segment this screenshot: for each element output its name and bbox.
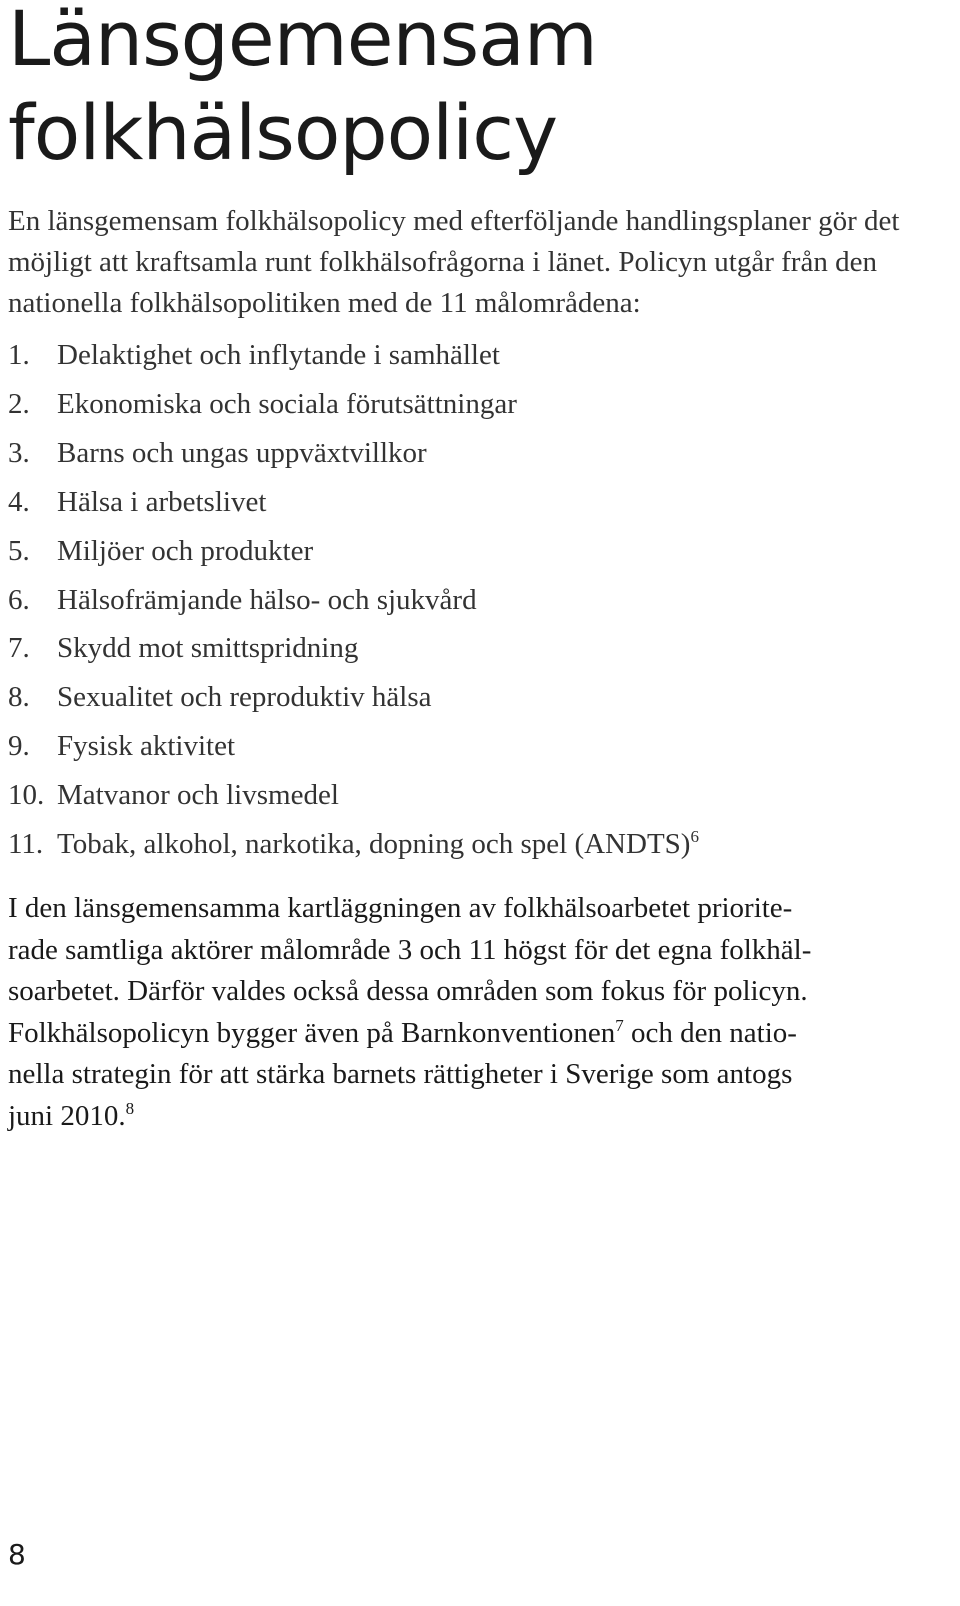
body-line bbox=[8, 1013, 953, 1055]
list-item bbox=[8, 478, 699, 527]
list-item-number: 3. bbox=[8, 436, 30, 469]
body-line-text: och den natio- bbox=[623, 1016, 797, 1049]
list-item-text: Miljöer och produkter bbox=[57, 534, 314, 567]
list-item-number: 7. bbox=[8, 632, 30, 665]
list-item-number: 11. bbox=[8, 828, 44, 861]
list-item-number: 4. bbox=[8, 485, 30, 518]
body-line: I den länsgemensamma kartläggningen av folkhälsoarbetet priorite- bbox=[8, 892, 793, 924]
list-item-number: 9. bbox=[8, 730, 30, 763]
footnote-reference: 7 bbox=[615, 1015, 624, 1035]
body-line-text: juni 2010. bbox=[8, 1099, 126, 1132]
body-line-text: Folkhälsopolicyn bygger även på Barnkonventionen bbox=[8, 1016, 616, 1049]
list-item-text: Sexualitet och reproduktiv hälsa bbox=[57, 681, 432, 714]
list-item-text: Delaktighet och inflytande i samhället bbox=[57, 339, 500, 371]
list-item-text: Hälsofrämjande hälso- och sjukvård bbox=[57, 583, 477, 616]
list-item-text: Matvanor och livsmedel bbox=[57, 779, 339, 812]
title-line-2: folkhälsopolicy bbox=[8, 88, 558, 177]
list-item bbox=[8, 771, 699, 820]
list-item-text: Ekonomiska och sociala förutsättningar bbox=[57, 387, 517, 420]
list-item-text: Hälsa i arbetslivet bbox=[57, 485, 267, 518]
body-line: nella strategin för att stärka barnets rättigheter i Sverige som antogs bbox=[8, 1058, 793, 1091]
list-item bbox=[8, 624, 699, 673]
list-item-text: Skydd mot smittspridning bbox=[57, 632, 359, 665]
list-item bbox=[8, 673, 699, 722]
list-item bbox=[8, 331, 699, 380]
list-item-number: 8. bbox=[8, 681, 30, 714]
body-line bbox=[8, 1096, 953, 1138]
body-line: rade samtliga aktörer målområde 3 och 11 högst för det egna folkhäl- bbox=[8, 933, 812, 966]
body-line: soarbetet. Därför valdes också dessa områden som fokus för policyn. bbox=[8, 975, 808, 1008]
list-item bbox=[8, 527, 699, 576]
list-item-number: 6. bbox=[8, 583, 30, 616]
footnote-reference: 8 bbox=[125, 1098, 135, 1118]
list-item-text: Tobak, alkohol, narkotika, dopning och spel (ANDTS) bbox=[57, 828, 691, 861]
list-item-text: Fysisk aktivitet bbox=[57, 730, 236, 763]
list-item bbox=[8, 820, 699, 869]
list-item-number: 10. bbox=[8, 779, 45, 812]
list-item bbox=[8, 429, 699, 478]
list-item-text: Barns och ungas uppväxtvillkor bbox=[57, 436, 427, 469]
page-number: 8 bbox=[8, 1538, 26, 1571]
list-item-number: 2. bbox=[8, 387, 30, 420]
page-title bbox=[8, 0, 597, 180]
intro-paragraph: En länsgemensam folkhälsopolicy med efterföljande handlingsplaner gör det möjligt att kraftsamla runt folkhälsofrågorna i länet. Policyn utgår från den nationella folkhälsopolitiken med de 11 målområdena: bbox=[8, 205, 900, 319]
list-item-number: 1. bbox=[8, 339, 30, 371]
body-paragraph bbox=[8, 888, 953, 1138]
list-item bbox=[8, 576, 699, 625]
footnote-reference: 6 bbox=[690, 827, 699, 847]
title-line-1: Länsgemensam bbox=[8, 0, 597, 83]
list-item-number: 5. bbox=[8, 534, 30, 567]
list-item bbox=[8, 722, 699, 771]
goal-areas-list bbox=[8, 331, 699, 869]
list-item bbox=[8, 380, 699, 429]
